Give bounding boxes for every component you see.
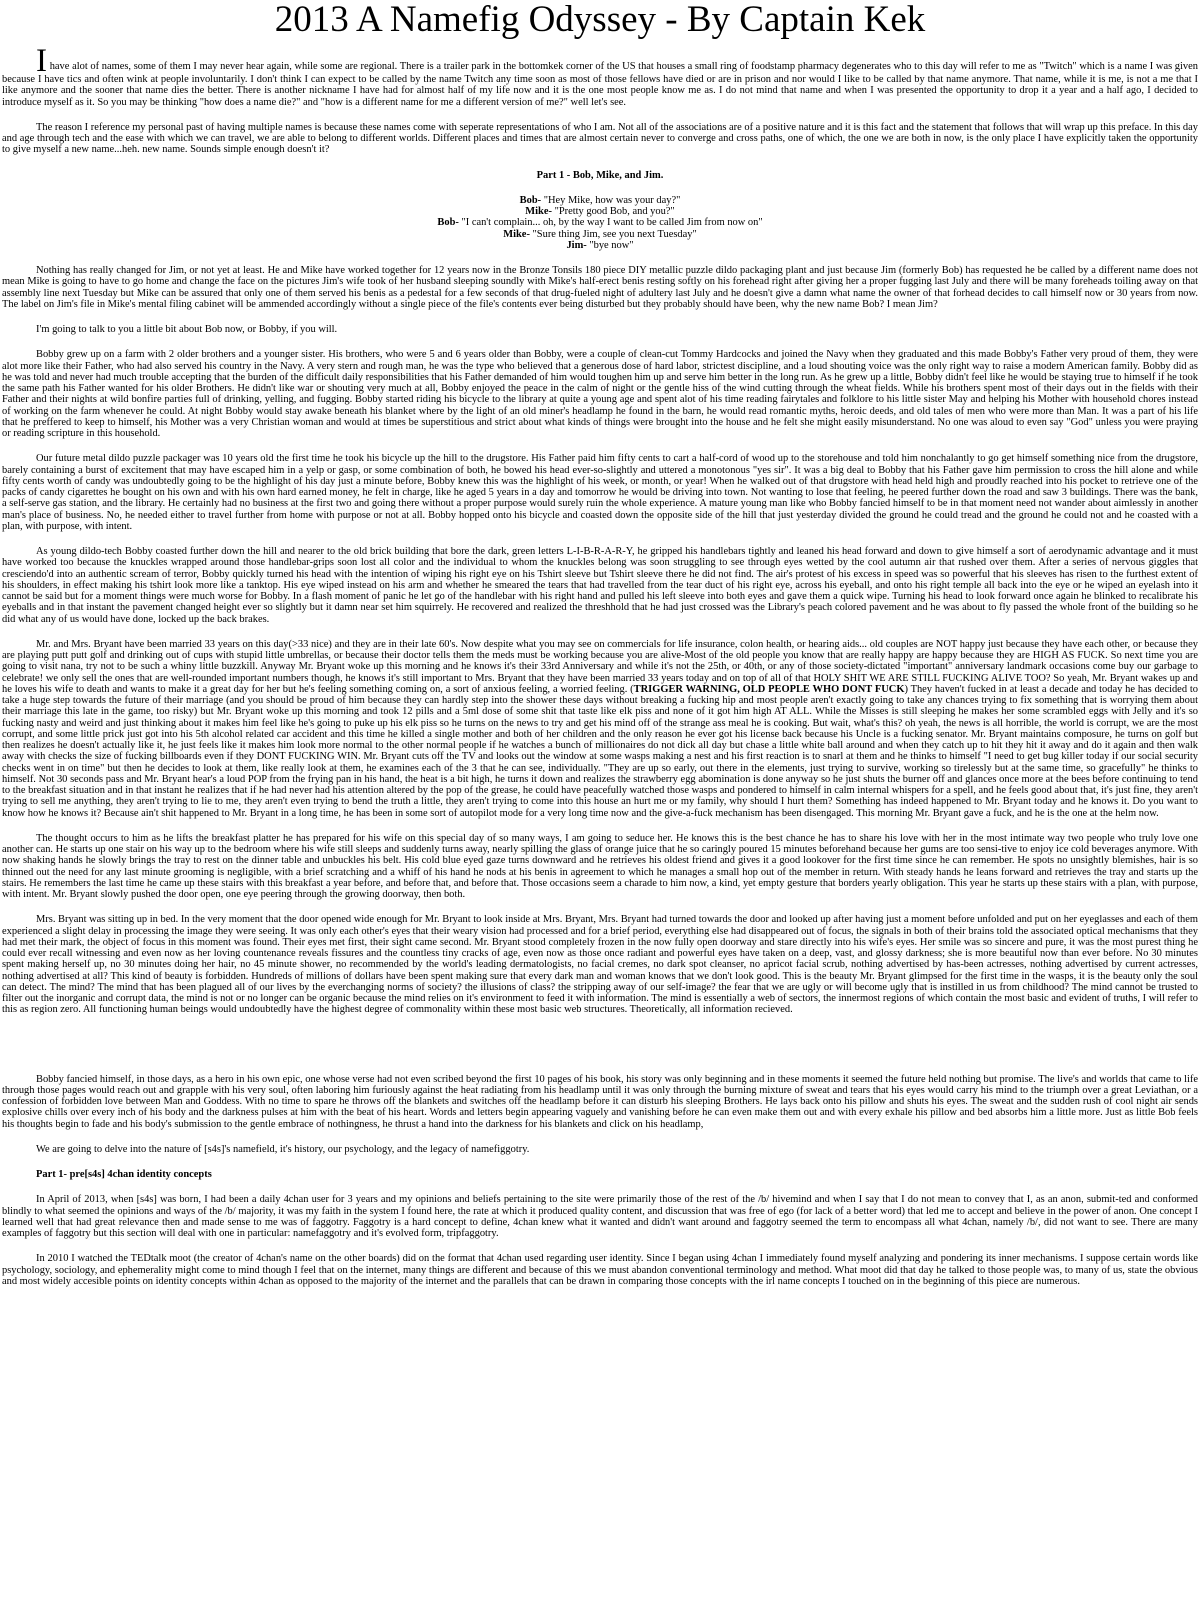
dialogue-text: "Pretty good Bob, and you?" [551, 206, 675, 217]
part1b-heading: Part 1- pre[s4s] 4chan identity concepts [36, 1169, 212, 1180]
part1-paragraph-4: Our future metal dildo puzzle packager was 10 years old the first time he took his bicycle up the hill to the drugstore. His Father paid him fifty cents to cart a half-cord of wood up to the storehouse and told him nonchalantly to go get himself something nice from the drugstore, barely containing a burst of excitement that may have escaped him in a yelp or gasp, or some combination of both, he bowed his head ever-so-slightly and uttered a monotonous "yes sir". It was a big deal to Bobby that his Father gave him permission to cross the hill alone and while fifty cents worth of candy was undoubtedly going to be the highlight of his day just a minute before, Bobby knew this was the highlight of his week, or month, or year! When he walked out of that drugstore with head held high and proudly reached into his pocket to retrieve one of the packs of candy cigarettes he bought on his own and with his own hard earned money, he felt in charge, like he aged 5 years in a day and tomorrow he would be driving into town. Not wanting to lose that feeling, he peered further down the road and saw 3 buildings. There was the bank, a self-serve gas station, and the library. He certainly had no business at the first two and going there without a proper purpose would surely ruin the whole experience. A mature young man like who Bobby fancied himself to be in that moment need not wander about aimlessly in another man's place of business. No, he needed either to travel further from home with purpose or not at all. Bobby hopped onto his bicycle and coasted down the opposite side of the hill that just yesterday divided the ground he could tread and the ground he could not and he coasted with a plan, with purpose, with intent. [2, 453, 1198, 532]
dialogue-speaker: Bob- [437, 217, 459, 229]
dialogue-speaker: Jim- [566, 239, 587, 251]
intro-paragraph-1-text: have alot of names, some of them I may never hear again, while some are regional. There is a trailer park in the bottomkek corner of the US that houses a small ring of foodstamp pharmacy degenerates who to this day will refer to me as "Twitch" which is a name I was given because I have tics and often wink at people involuntarily. I don't think I can expect to be called by the name Twitch any time soon as most of those fellows have died or are in prison and nor would I like to be called by that name anymore. That name, while it is me, is not a me that I like anymore and the sooner that name dies the better. There is another nickname I have had for almost half of my life now and it is the one most people know me as. I do not mind that name and when I was presented the opportunity to drop it a year and a half ago, I decided to introduce myself as it. So you may be thinking "how does a name die?" and "how is a different name for me a different version of me?" well let's see. [2, 61, 1198, 108]
part1-paragraph-8: Mrs. Bryant was sitting up in bed. In the very moment that the door opened wide enough for Mr. Bryant to look inside at Mrs. Bryant, Mrs. Bryant had turned towards the door and looked up after having just a moment before unfolded and put on her eyeglasses and each of them experienced a slight delay in processing the image they were seeing. It was only each other's eyes that their weary vision had processed and for a brief period, everything else had disappeared out of focus, the signals in both of their brains told the associated optical mechanisms that they had met their mark, the object of focus in this moment was found. Their eyes met first, their sight came second. Mr. Bryant stood completely frozen in the now fully open doorway and stare directly into his wife's eyes. Her smile was so sincere and pure, it was the most purest thing he could ever recall witnessing and even now as her loving countenance reveals fissures and the countless tiny cracks of age, even now as those once radiant and powerful eyes have taken on a deep, vast, and glossy darkness; she is more beautiful now than ever before. No 30 minutes spent making herself up, no 30 minutes doing her hair, no 45 minute shower, no recommended by the world's leading dermatologists, no facial cremes, no dark spot cleanser, no apricot facial scrub, nothing advertised by has-been actresses, nothing advertised by current actresses, nothing advertised at all? This kind of beauty is forbidden. Hundreds of millions of dollars have been spent making sure that every dark man and woman knows that we don't look good. This is the beauty Mr. Bryant glimpsed for the first time in the wasps, it is the beauty only the soul can detect. The mind? The mind that has been plagued all of our lives by the everchanging norms of society? the illusions of class? the stripping away of our self-image? the fear that we are ugly or will become ugly that is instilled in us from childhood? The mind cannot be trusted to filter out the inorganic and corrupt data, the mind is not or no longer can be organic because the mind relies on it's environment to feed it with information. The mind is essentially a web of sectors, the innermost regions of which contain the most basic and evident of truths, I will refer to this as region zero. All functioning human beings would undoubtedly have the highest degree of commonality within these most basic web structures. Theoretically, all information recieved. [2, 914, 1198, 1016]
drop-cap: I [36, 43, 47, 79]
section-gap [2, 1030, 1198, 1074]
part1b-paragraph-2: In 2010 I watched the TEDtalk moot (the creator of 4chan's name on the other boards) did on the format that 4chan used regarding user identity. Since I began using 4chan I immediately found myself analyzing and pondering its inner mechanisms. I suppose certain words like psychology, sociology, and ephemerality might come to mind though I feel that on the internet, many things are different and because of this we must abandon conventional terminology and method. What moot did that day he talked to those people was, to many of us, state the obvious and most widely accesible points on identity concepts within 4chan as opposed to the majority of the internet and the parallels that can be drawn in comparing those concepts with the irl name concepts I touched on in the beginning of this piece are numerous. [2, 1253, 1198, 1287]
dialogue-line [2, 240, 1198, 251]
dialogue-speaker: Bob- [519, 194, 542, 206]
dialogue-line [2, 217, 1198, 228]
dialogue-text: "I can't complain... oh, by the way I want to be called Jim from now on" [458, 217, 763, 229]
part1-paragraph-7: The thought occurs to him as he lifts the breakfast platter he has prepared for his wife on this special day of so many ways, I am going to seduce her. He knows this is the best chance he has to share his love with her in the most intimate way two people who truly love one another can. He starts up one stair on his way up to the bedroom where his wife still sleeps and suddenly turns away, nearly spilling the glass of orange juice that he so caringly poured 15 minutes beforehand because her gums are too sensi-tive to enjoy ice cold beverages anymore. With now shaking hands he slowly brings the tray to rest on the dinner table and unbuckles his belt. His cold blue eyed gaze turns downward and he retrieves his oldest friend and gives it a good lookover for the first time since he can remember. He spots no unsightly blemishes, hair is so thinned out the need for any last minute grooming is negligible, with a brief scratching and a whiff of his hand he nods at his benis in agreement to which he manages a small hop out of the member in return. With steady hands he leans forward and retrieves the tray and starts up the stairs. He remembers the last time he came up these stairs with this breakfast a year before, and before that, and before that. Those occasions seem a charade to him now, a kind, yet empty gesture that borders yearly obligation. This year he starts up these stairs with a plan, with purpose, with intent. Mr. Bryant slowly pushed the door open, one eye peering through the growing doorway, then both. [2, 832, 1198, 900]
dialogue-line [2, 195, 1198, 206]
dialogue-speaker: Mike- [525, 206, 552, 217]
part1-paragraph-6 [2, 639, 1198, 819]
trigger-warning: TRIGGER WARNING, OLD PEOPLE WHO DONT FUCK [633, 683, 905, 695]
part1-paragraph-5: As young dildo-tech Bobby coasted further down the hill and nearer to the old brick building that bore the dark, green letters L-I-B-R-A-R-Y, he gripped his handlebars tightly and leaned his head forward and down to give himself a sort of aerodynamic advantage and it must have worked too because the knuckles wrapped around those handlebar-grips soon lost all color and the individual to whom the knuckles belong was soon struggling to see through eyes wetted by the cool autumn air that rushed over them. After a series of nervous giggles that cresciendo'd into an authentic scream of terror, Bobby quickly turned his head with the intention of wiping his right eye on his Tshirt sleeve but Tshirt sleeve there he did not find. The air's protest of his excess in speed was so powerful that his sleeves has risen to the furthest extent of his shoulders, in effect making his tshirt look more like a tanktop. His eye wiped instead on his arm and whether he smeared the tears that had travelled from the tear duct of his right eye, across his eyeball, and onto his right temple all back into the eye or he wiped an eyelash into it cannot be said but for a moment things were much worse for Bobby. In a flash moment of panic he let go of the handlebar with his right hand and pulled his left sleeve into both eyes and gave them a quick wipe. Turning his head to look forward once again he blinked to recalibrate his eyeballs and in that instant the pavement changed height ever so slightly but it damn near set him squirrely. He recovered and realized the threshhold that he had just crossed was the Library's peach colored pavement and he was about to fly passed the whole front of the building so he did what any of us would have done, locked up the back brakes. [2, 546, 1198, 625]
dialogue-text: "bye now" [586, 239, 634, 251]
paragraph-text: Mr. and Mrs. Bryant have been married 33 years on this day(>33 nice) and they are in their late 60's. Now despite what you may see on commercials for life insurance, colon health, or hearing aids... old couples are NOT happy just because they have each other, or because they are playing putt putt golf and drinking out of cups with stupid little umbrellas, or because their doctor tells them the meds must be working because you are alive-Most of the old people you know that are really happy are happy because they are HIGH AS FUCK. So next time you are going to visit nana, try not to be such a whiny little buzzkill. Anyway Mr. Bryant woke up this morning and he knows it's their 33rd Anniversary and while it's not the 25th, or 40th, or any of those society-dictated "important" anniversary landmark occasions come buy our garbage to celebrate! we only sell the ones that are well-rounded important numbers though, he knows it's still important to Mrs. Bryant that they have been married 33 years today and on top of all of that HOLY SHIT WE ARE STILL FUCKING ALIVE TOO? So yeah, Mr. Bryant wakes up and he loves his wife to death and wants to make it a great day for her but he's feeling something coming on, a sort of anxious feeling, a worried feeling. ( [2, 638, 1198, 695]
intro-paragraph-1 [2, 43, 1198, 108]
part1-heading: Part 1 - Bob, Mike, and Jim. [536, 169, 664, 181]
dialogue-line [2, 229, 1198, 240]
part1-paragraph-1: Nothing has really changed for Jim, or not yet at least. He and Mike have worked together for 12 years now in the Bronze Tonsils 180 piece DIY metallic puzzle dildo packaging plant and just because Jim (formerly Bob) has requested he be called by a different name does not mean Mike is going to have to go home and change the face on the pictures Jim's wife took of her husband sleeping soundly with Mike's half-erect benis resting softly on his forehead right after giving her a proper fugging last July and there will be many foreheads toiling away on that assembly line next Tuesday but Mike can be assured that only one of them served his benis as a pedestal for a few seconds of that drug-fueled night of adultery last July and he doesn't give a damn what name the owner of that forhead decides to call himself now or 30 years from now. The label on Jim's file in Mike's mental filing cabinet will be ammended accordingly without a single piece of the file's contents ever being disturbed but they probably should have been, why the new name Bob? I mean Jim? [2, 265, 1198, 310]
document-title: 2013 A Namefig Odyssey - By Captain Kek [274, 0, 926, 40]
dialogue-text: "Sure thing Jim, see you next Tuesday" [529, 228, 697, 240]
dialogue-line [2, 206, 1198, 217]
part1-paragraph-3: Bobby grew up on a farm with 2 older brothers and a younger sister. His brothers, who were 5 and 6 years older than Bobby, were a couple of clean-cut Tommy Hardcocks and joined the Navy when they graduated and this made Bobby's Father very proud of them, they were alot more like their Father, who had also served his country in the Navy. A very stern and rough man, he was the type who believed that a generous dose of hard labor, strictest discipline, and a loud shouting voice was the only right way to raise a modern American family. Bobby did as he was told and never had much trouble accepting that the burden of the difficult daily responsibilities that his Father demanded of him would toughen him up and serve him better in the long run. As he grew up a little, Bobby didn't feel like he would be staying true to himself if he took the same path his Father wanted for his older Brothers. He didn't like war or shouting very much at all, Bobby enjoyed the peace in the calm of night or the gentle hiss of the wind cutting through the wheat fields. While his brothers spent most of their days out in the fields with their Father and their nights at wild bonfire parties full of drinking, yelling, and fugging. Bobby started riding his bicycle to the library at quite a young age and spent alot of his time reading fairytales and folklore to his little sister May and helping his Mother with household chores instead of working on the farm whenever he could. At night Bobby would stay awake beneath his blanket where by the light of an old miner's headlamp he found in the barn, he would read romantic myths, heroic deeds, and old tales of men who were more than Man. It was a part of his life that he preffered to keep to himself, his Mother was a very Christian woman and would at times be superstitious and strict about what kinds of things were brought into the house and he felt she might easily misunderstand. No one was aloud to even say "God" unless you were praying or reading scripture in this household. [2, 349, 1198, 439]
part1-paragraph-9: Bobby fancied himself, in those days, as a hero in his own epic, one whose verse had not even scribed beyond the first 10 pages of his book, his story was only beginning and in these moments it seemed the future held nothing but promise. The live's and worlds that came to life through those pages would reach out and grapple with his very soul, often laboring him furiously against the heat radiating from his headlamp until it was only through the burning mixture of sweat and tears that his eyes would carry his mind to the triumph over a great Leviathan, or a confession of forbidden love between Man and Goddess. With no time to spare he throws off the blankets and switches off the headlamp before it can disturb his sleeping Brothers. He lays back onto his pillow and shuts his eyes. The sweat and the sudden rush of cool night air sends explosive chills over every inch of his body and the darkness pulses at him with the beat of his heart. Words and letters begin appearing vaguely and vanishing before he can even make them out and with every exhale his pillow and bed absorbs him a little more. Just as little Bob feels his thoughts begin to fade and his body's submission to the gentle embrace of nothingness, he thrust a hand into the darkness for his blankets and click on his headlamp, [2, 1073, 1198, 1130]
dialogue-block [2, 195, 1198, 251]
part1-paragraph-10: We are going to delve into the nature of [s4s]'s namefield, it's history, our psychology, and the legacy of namefiggotry. [36, 1143, 530, 1155]
paragraph-text: ) They haven't fucked in at least a decade and today he has decided to take a huge step towards the future of their marriage (and you should be proud of him because they can hardly step into the shower these days without breaking a fucking hip and most people aren't exactly going to take any chances trying to fix something that is worrying them about their marriage this late in the game, too risky) but Mr. Bryant woke up this morning and took 12 pills and a 5ml dose of some shit that taste like elk piss and none of it got him high AT ALL. While the Misses is still sleeping he makes her some scrambled eggs with Jelly and it's so fucking nasty and weird and just thinking about it makes him feel like he's going to puke up his elk piss so he turns on the news to try and get his mind off of the strange ass meal he is cooking. But wait, what's this? oh yeah, the news is all horrible, the world is corrupt, we are the most corrupt, and some little prick just got into his 5th alcohol related car accident and this time he killed a single mother and both of her children and the only reason he ever got his license back because his Uncle is a fucking senator. Mr. Bryant maintains composure, he turns on golf but then realizes he doesn't actually like it, he just feels like it makes him look more normal to the other normal people if he watches a bunch of millionaires do not dick all day but chase a little white ball around and when they catch up to hit they hit it away and do it again and then walk away with checks the size of fucking billboards even if they DONT FUCKING WIN. Mr. Bryant cuts off the TV and looks out the window at some wasps making a nest and his first reaction is to snarl at them and he thinks to himself "I need to get bug killer today if our social security checks went in on time" but then he decides to look at them, like really look at them, he examines each of the 3 that he can see, individually. "They are up so early, out there in the elements, just trying to survive, working so tirelessly but at the same time, so gracefully" he thinks to himself. Not 30 seconds pass and Mr. Bryant hear's a loud POP from the frying pan in his hand, the heat is a bit high, he turns it down and realizes the strawberry egg abomination is done anyway so he just shuts the burner off and glances once more at the bees before continuing to tend to the breakfast situation and in that instant he realizes that if he had never had his attention altered by the pop of the grease, he could have peacefully watched those wasps and pondered to himself in calm internal whispers for a spell, and he feels good about that, it's just fine, they aren't trying to sell me anything, they aren't trying to lie to me, they aren't even trying to bend the truth a little, they aren't trying to come into this house an hurt me or my family, why should I hurt them? Something has indeed happened to Mr. Bryant today and he knows it. Do you want to know how he knows it? Because ain't shit happened to Mr. Bryant in a long time, he has been in some sort of autopilot mode for a very long time now and the give-a-fuck mechanism has been disengaged. This morning Mr. Bryant gave a fuck, and he is the one at the helm now. [2, 683, 1198, 819]
dialogue-text: "Hey Mike, how was your day?" [541, 194, 681, 206]
intro-paragraph-2: The reason I reference my personal past of having multiple names is because these names come with seperate representations of who I am. Not all of the associations are of a positive nature and it is this fact and the statement that follows that will wrap up this preface. In this day and age through tech and the ease with which we can travel, we are able to belong to different worlds. Different places and times that are almost certain never to converge and cross paths, one of which, the one we are both in now, is the only place I have explicitly taken the opportunity to give myself a new name...heh. new name. Sounds simple enough doesn't it? [2, 121, 1198, 156]
part1b-paragraph-1: In April of 2013, when [s4s] was born, I had been a daily 4chan user for 3 years and my opinions and beliefs pertaining to the site were primarily those of the rest of the /b/ hivemind and when I say that I do not mean to convey that I, as an anon, submit-ted and conformed blindly to what seemed the opinions and ways of the /b/ majority, it was my faith in the system I found here, the rate at which it produced quality content, and discussion that was free of ego (for lack of a better word) that led me to accept and believe in the power of anon. One concept I learned well that had great relevance then and made sense to me was of faggotry. Faggotry is a hard concept to define, 4chan knew what it wanted and didn't want around and faggotry seemed the term to encompass all what 4chan, namely /b/, did not want to see. There are many examples of faggotry but this section will deal with one in particular: namefaggotry and it's evolved form, tripfaggotry. [2, 1194, 1198, 1239]
part1-paragraph-2: I'm going to talk to you a little bit about Bob now, or Bobby, if you will. [36, 324, 338, 335]
dialogue-speaker: Mike- [503, 228, 530, 240]
